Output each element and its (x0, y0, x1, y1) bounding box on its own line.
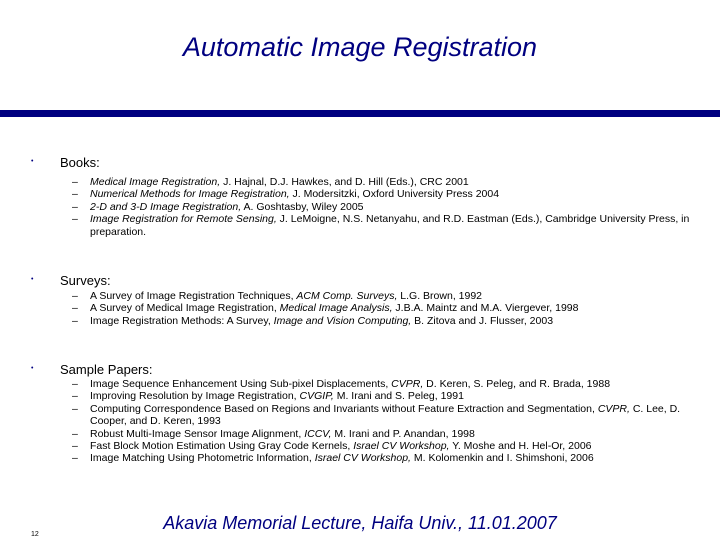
item-text: Image Matching Using Photometric Information, (90, 452, 315, 465)
item-list (72, 378, 702, 465)
item-text: CVPR, (391, 378, 424, 390)
item-text: A Survey of Medical Image Registration, (90, 302, 280, 315)
item-text: Medical Image Analysis, (279, 302, 393, 315)
page-number: 12 (31, 531, 39, 538)
dash-marker: – (72, 188, 78, 201)
dash-marker: – (72, 213, 78, 226)
item-text: J. Modersitzki, Oxford University Press 2004 (289, 188, 500, 201)
list-item (72, 315, 702, 327)
item-text: J. Hajnal, D.J. Hawkes, and D. Hill (Eds.), CRC 2001 (220, 176, 469, 188)
slide-footer: Akavia Memorial Lecture, Haifa Univ., 11.01.2007 (163, 513, 557, 533)
item-text: CVGIP, (299, 390, 334, 403)
dash-marker: – (72, 390, 78, 403)
dash-marker: – (72, 290, 78, 302)
list-item (72, 378, 702, 390)
item-text: A. Goshtasby, Wiley 2005 (241, 200, 364, 213)
dash-marker: – (72, 314, 78, 327)
dash-marker: – (72, 200, 78, 213)
dash-marker: – (72, 402, 78, 415)
list-item (72, 302, 702, 314)
item-text: Improving Resolution by Image Registration, (90, 390, 300, 403)
item-list (72, 290, 702, 327)
item-text: D. Keren, S. Peleg, and R. Brada, 1988 (423, 378, 611, 390)
list-item (72, 201, 702, 213)
list-item (72, 213, 702, 238)
item-list (72, 176, 702, 238)
dash-marker: – (72, 452, 78, 465)
list-item (72, 428, 702, 440)
dash-marker: – (72, 176, 78, 188)
list-item (72, 403, 702, 428)
list-item (72, 188, 702, 200)
section-bullet: • (31, 276, 34, 283)
item-text: Image Registration Methods: A Survey, (90, 314, 274, 327)
item-text: Y. Moshe and H. Hel-Or, 2006 (449, 440, 592, 453)
item-text: Image and Vision Computing, (273, 314, 412, 327)
slide-title: Automatic Image Registration (182, 32, 538, 62)
item-text: M. Irani and P. Anandan, 1998 (331, 427, 475, 440)
item-text: ACM Comp. Surveys, (296, 290, 398, 302)
item-text: ICCV, (304, 427, 332, 440)
dash-marker: – (72, 378, 78, 390)
item-text: Image Sequence Enhancement Using Sub-pixel Displacements, (90, 378, 392, 390)
item-text: A Survey of Image Registration Techniques, (90, 290, 297, 302)
item-text: L.G. Brown, 1992 (397, 290, 483, 302)
item-text: Medical Image Registration, (90, 176, 221, 188)
item-text: M. Irani and S. Peleg, 1991 (333, 390, 464, 403)
dash-marker: – (72, 440, 78, 453)
section-heading: Sample Papers: (60, 362, 153, 377)
section-heading: Books: (60, 155, 100, 170)
item-text: M. Kolomenkin and I. Shimshoni, 2006 (410, 452, 594, 465)
item-text: 2-D and 3-D Image Registration, (90, 200, 242, 213)
list-item (72, 176, 702, 188)
list-item (72, 290, 702, 302)
dash-marker: – (72, 302, 78, 315)
item-text: C. Lee, D. Cooper, and D. Keren, 1993 (90, 402, 681, 428)
item-text: CVPR, (597, 402, 630, 415)
item-text: J. LeMoigne, N.S. Netanyahu, and R.D. Eastman (Eds.), Cambridge University Press, in preparation. (90, 213, 690, 238)
item-text: Numerical Methods for Image Registration, (90, 188, 290, 201)
title-divider (0, 110, 720, 117)
section-heading: Surveys: (60, 273, 111, 288)
item-text: Israel CV Workshop, (353, 440, 450, 453)
section-bullet: • (31, 158, 34, 165)
item-text: B. Zitova and J. Flusser, 2003 (411, 314, 554, 327)
list-item (72, 440, 702, 452)
list-item (72, 390, 702, 402)
section-bullet: • (31, 365, 34, 372)
item-text: Fast Block Motion Estimation Using Gray Code Kernels, (90, 440, 354, 453)
item-text: Computing Correspondence Based on Regions and Invariants without Feature Extraction and Segmentation, (90, 402, 598, 415)
item-text: Robust Multi-Image Sensor Image Alignment, (90, 427, 305, 440)
item-text: Israel CV Workshop, (314, 452, 411, 465)
item-text: J.B.A. Maintz and M.A. Viergever, 1998 (392, 302, 579, 315)
item-text: Image Registration for Remote Sensing, (90, 213, 277, 226)
dash-marker: – (72, 427, 78, 440)
list-item (72, 452, 702, 464)
